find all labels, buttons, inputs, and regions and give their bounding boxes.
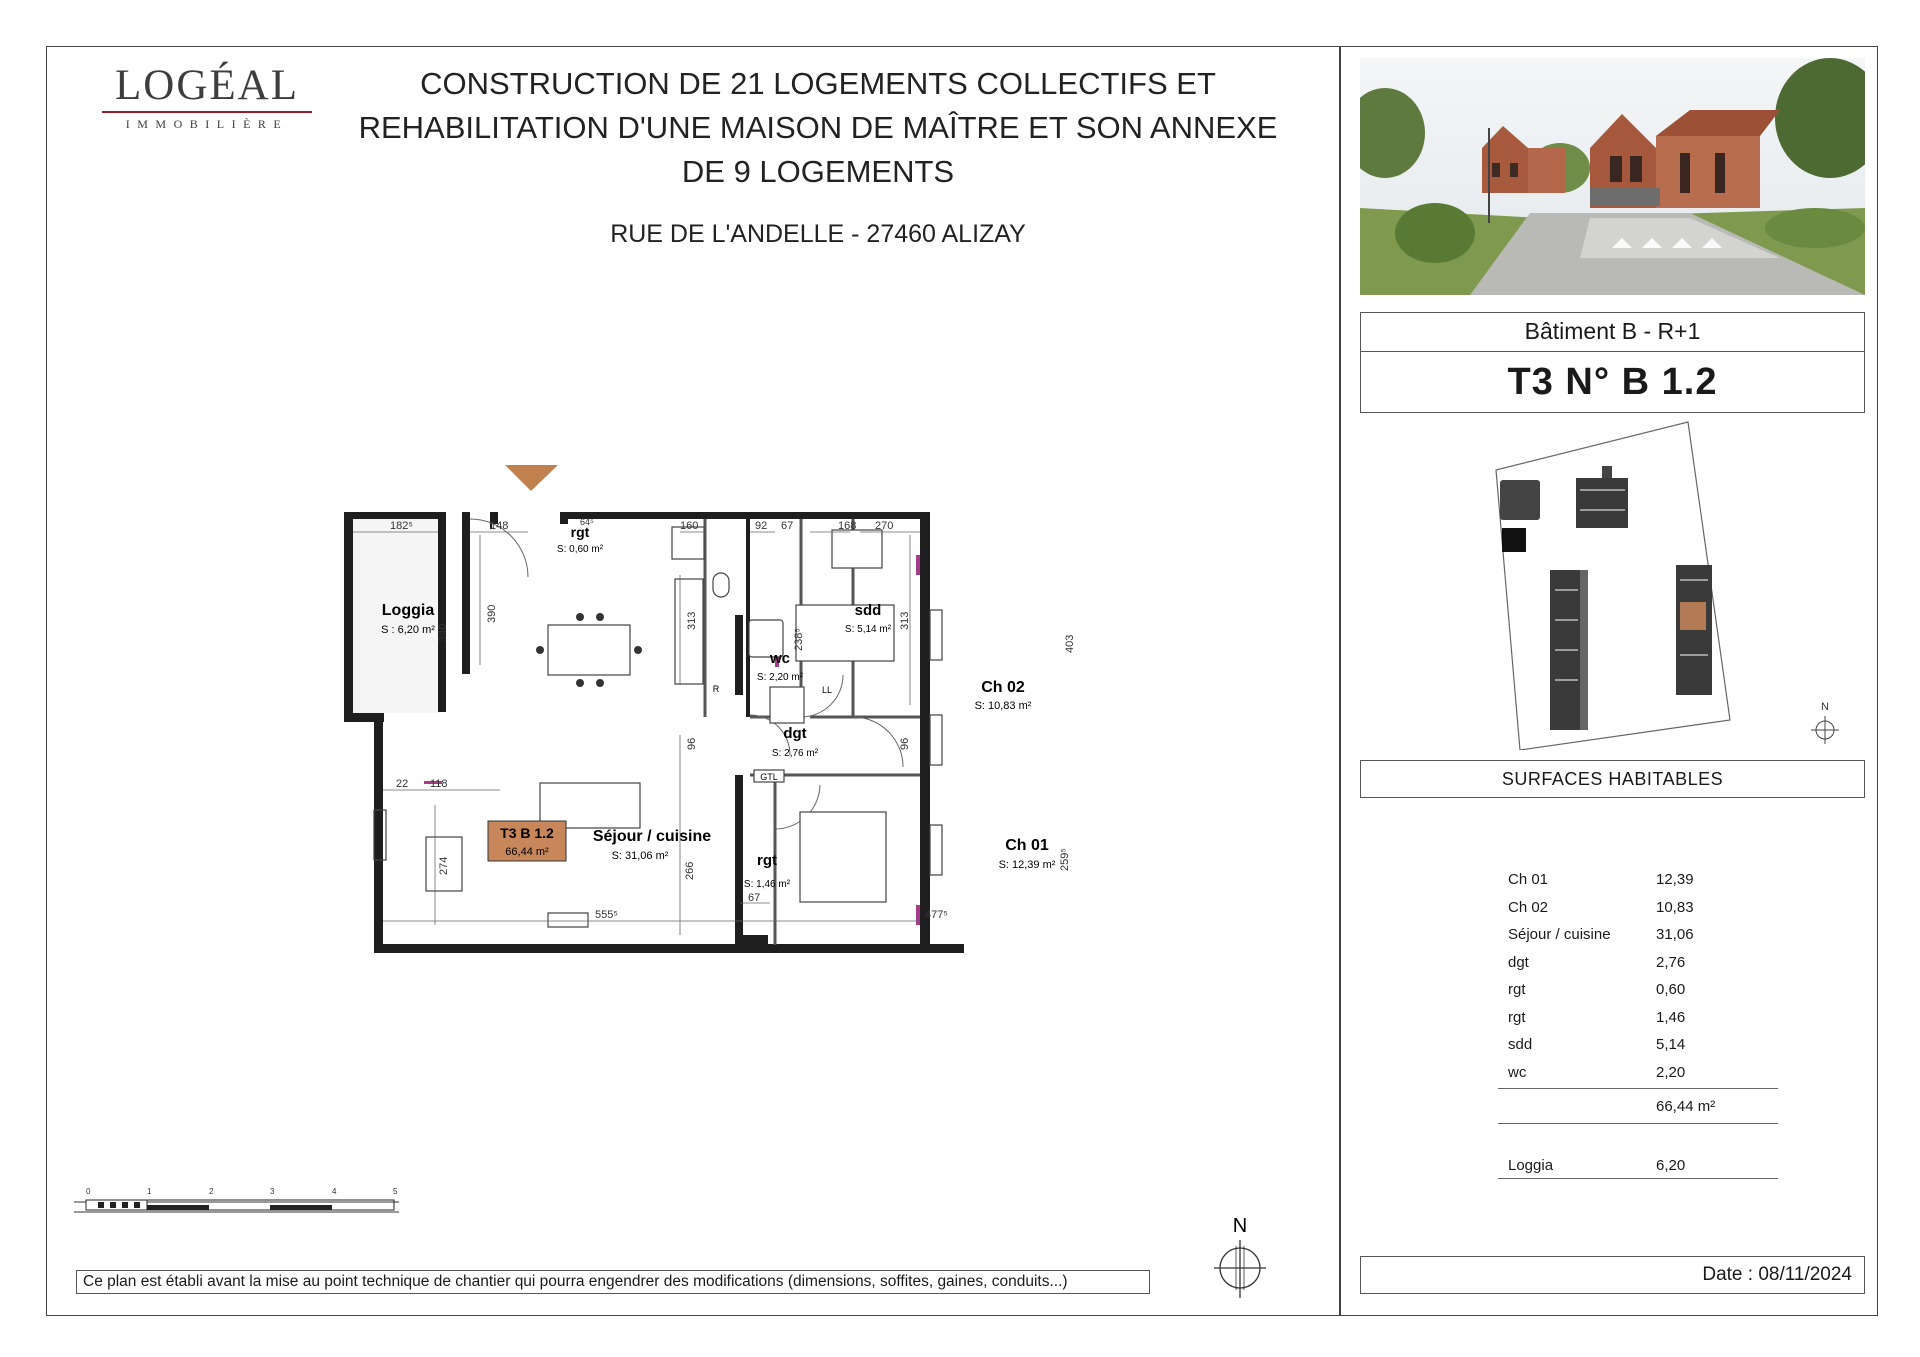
total-surface-row [1498,1088,1778,1124]
dimension: 313 [686,611,698,630]
room-area: 10,83 [1656,898,1694,916]
project-address: RUE DE L'ANDELLE - 27460 ALIZAY [610,220,1026,248]
table-row [1498,1031,1778,1059]
room-area: 2,20 [1656,1063,1686,1081]
entry-arrow-icon [505,465,558,491]
dimension: 96 [899,737,911,750]
scale-tick: 0 [86,1187,91,1196]
title-line-3: DE 9 LOGEMENTS [681,154,955,189]
scale-bar [74,1186,404,1226]
dimension: 266 [684,861,696,880]
room-area: 0,60 [1656,981,1686,999]
room-area: S: 31,06 m² [611,850,669,862]
table-row [1498,894,1778,922]
dimension: 182⁵ [390,520,413,532]
dimension: 403 [1064,634,1076,653]
loggia-area: 6,20 [1656,1156,1686,1174]
dimension: 340 [437,623,449,642]
dimension: 270 [875,520,894,532]
logo-subtitle: IMMOBILIÈRE [125,117,289,131]
plan-date: Date : 08/11/2024 [1360,1256,1865,1294]
north-arrow-icon [1811,716,1839,744]
project-title [330,62,1306,194]
site-plan [1480,420,1840,750]
fridge-label: R [712,684,720,694]
room-label: Séjour / cuisine [1508,926,1611,944]
dimension: 67 [748,892,761,904]
washer-label: LL [821,685,833,695]
table-row [1498,949,1778,977]
room-name: Ch 01 [1005,837,1049,854]
room-name: rgt [757,852,777,869]
dimension: 168 [838,520,857,532]
dimension: 118 [430,778,448,790]
dimension: 274 [438,856,450,875]
room-area: 31,06 [1656,926,1694,944]
lot-badge-area: 66,44 m² [505,846,549,858]
room-area: 2,76 [1656,953,1686,971]
lot-highlight [1680,602,1706,630]
table-row [1498,1004,1778,1032]
room-area: S: 5,14 m² [844,624,892,635]
room-name: wc [769,650,791,667]
room-area: S: 1,46 m² [743,879,791,890]
surfaces-heading: SURFACES HABITABLES [1360,760,1865,798]
room-area: 5,14 [1656,1036,1686,1054]
dimension: 148 [490,520,509,532]
table-row [1498,1059,1778,1087]
room-area: S: 10,83 m² [974,700,1032,712]
room-area: S: 2,20 m² [756,672,804,683]
dimension: 390 [486,604,498,623]
dimension: 67 [781,520,794,532]
room-name: Loggia [381,602,435,619]
title-line-2: REHABILITATION D'UNE MAISON DE MAÎTRE ET SON ANNEXE [358,110,1278,145]
dimension: 555⁵ [595,909,618,921]
room-label: Ch 02 [1508,898,1549,916]
scale-tick: 2 [209,1187,214,1196]
dimension: 64⁵ [580,517,594,527]
total-surface: 66,44 m² [1656,1097,1716,1115]
dimension: 238⁵ [793,628,805,651]
room-label: dgt [1508,953,1529,971]
room-area: S: 12,39 m² [998,859,1056,871]
disclaimer: Ce plan est établi avant la mise au point technique de chantier qui pourra engendrer des modifications (dimensions, soffites, gaines, conduits...) [76,1270,1150,1294]
logo-rule [102,111,312,113]
room-name: dgt [783,725,807,742]
room-area: 12,39 [1656,871,1694,889]
table-row [1498,866,1778,894]
table-row [1498,921,1778,949]
loggia-row [1498,1152,1778,1179]
gtl-label: GTL [760,772,778,782]
dimension: 92 [755,520,768,532]
room-name: sdd [854,602,882,619]
north-label: N [1232,1215,1248,1237]
dimension: 160 [680,520,699,532]
dimension: 477⁵ [925,909,948,921]
dimension: 259⁵ [1059,848,1071,871]
room-label: sdd [1508,1036,1533,1054]
lot-number: T3 N° B 1.2 [1360,351,1865,413]
dimension: 22 [396,778,409,790]
column-divider [1339,46,1341,1316]
room-area: S : 6,20 m² [381,624,435,636]
lot-badge-name: T3 B 1.2 [500,825,554,841]
table-row [1498,976,1778,1004]
room-label: wc [1508,1063,1527,1081]
room-name: rgt [570,524,590,540]
building-label: Bâtiment B - R+1 [1360,312,1865,352]
scale-tick: 1 [147,1187,152,1196]
north-compass-icon [1210,1210,1270,1300]
title-line-1: CONSTRUCTION DE 21 LOGEMENTS COLLECTIFS ET [420,66,1216,101]
logeal-logo [98,64,316,132]
logo-name: LOGÉAL [115,62,299,109]
scale-tick: 3 [270,1187,275,1196]
dimension: 313 [899,611,911,630]
scale-tick: 5 [393,1187,398,1196]
room-label: rgt [1508,1008,1526,1026]
scale-tick: 4 [332,1187,337,1196]
room-area: 1,46 [1656,1008,1686,1026]
room-label: rgt [1508,981,1526,999]
surfaces-table [1498,866,1778,1086]
room-label: Ch 01 [1508,871,1549,889]
loggia-label: Loggia [1508,1156,1554,1174]
room-area: S: 0,60 m² [556,544,604,555]
building-rendering-image [1360,58,1865,295]
dimension: 96 [686,737,698,750]
room-area: S: 2,76 m² [771,748,819,759]
room-name: Ch 02 [981,679,1025,696]
floor-plan [330,455,1130,955]
site-north-label: N [1821,701,1829,713]
room-name: Séjour / cuisine [592,828,712,845]
